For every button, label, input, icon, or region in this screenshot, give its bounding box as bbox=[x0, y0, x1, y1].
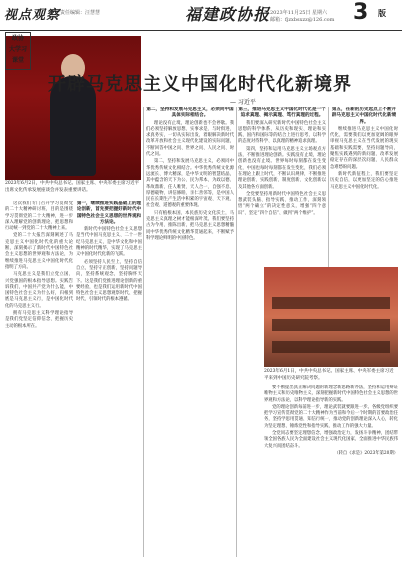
paragraph: 全党同志要坚定理想信念，增强政治定力，发扬斗争精神，团结带领全国各族人民为全面建设社会主义现代化国家、全面推进中华民族伟大复兴而团结奋斗。 bbox=[264, 431, 398, 449]
subheading: 第二，坚持和发展马克思主义，必须同中国具体实际相结合。 bbox=[146, 107, 234, 119]
issue-date: 2023年11月25日 星期六 bbox=[270, 10, 328, 16]
column-divider bbox=[143, 107, 144, 557]
editor-credit: 责任编辑：汪慧慧 bbox=[60, 10, 101, 16]
section-line-3: 课堂 bbox=[11, 57, 24, 64]
paragraph: 党的理论创新每前进一步，理论武装就要跟进一步。各级党组织要把学习宣传贯彻党的二十大精神作为当前和今后一个时期的首要政治任务，坚持学思用贯通、知信行统一，推动党的创新理论深入人心，转化为坚定理想、锤炼党性和指导实践、推动工作的强大力量。 bbox=[264, 404, 398, 429]
paragraph: 要不断提出真正解决问题的新理念新思路新办法，坚持和运用辩证唯物主义和历史唯物主义，深刻把握新时代中国特色社会主义思想的世界观和方法论，以科学理论指导新的实践。 bbox=[264, 385, 398, 403]
crowd-row bbox=[272, 319, 390, 331]
paragraph: 我们要深入研究新时代中国特色社会主义思想的科学体系，从历史和现实、理论和实践、国内和国际等的结合上进行思考，以科学的态度对待科学、以真理的精神追求真理。 bbox=[238, 120, 326, 145]
paragraph: 第二，坚持和发展马克思主义，必须同中华优秀传统文化相结合。中华优秀传统文化源远流长、博大精深，是中华文明的智慧结晶，其中蕴含的天下为公、民为邦本、为政以德、革故鼎新、任人唯贤、天人合一、自强不息、厚德载物、讲信修睦、亲仁善邻等，是中国人民在长期生产生活中积累的宇宙观、天下观、社会观、道德观的重要体现。 bbox=[146, 159, 234, 209]
column-divider bbox=[328, 107, 329, 267]
photo1-caption: 2023年6月2日，中共中央总书记、国家主席、中央军委主席习近平出席文化传承发展座谈会并发表重要讲话。 bbox=[5, 181, 140, 193]
article-column-1 bbox=[5, 201, 73, 556]
column-title: 视点观察 bbox=[4, 8, 61, 23]
paragraph: 这次我们专门召开学习贯彻党的二十大精神研讨班，目的是围绕学习贯彻党的二十大精神，进一步深入理解党的创新理论，把思想和行动统一到党的二十大精神上来。 bbox=[5, 201, 73, 232]
photo2-caption: 2023年6月1日，中共中央总书记、国家主席、中央军委主席习近平来到中国历史研究院考察。 bbox=[264, 369, 394, 381]
article-column-6 bbox=[264, 385, 398, 557]
paragraph: 党的二十大报告深刻阐述了马克思主义中国化时代化的重大论断，深刻揭示了新时代中国特色社会主义思想的世界观和方法论，为继续推进马克思主义中国化时代化指明了方向。 bbox=[5, 233, 73, 270]
paragraph: 第四，坚持和运用马克思主义立场观点方法，不断推进理论创新。实践没有止境，理论创新也没有止境。世界每时每刻都在发生变化，中国也每时每刻都在发生变化，我们必须在理论上跟上时代，不断认识规律，不断推进理论创新、实践创新、制度创新、文化创新以及其他各方面创新。 bbox=[238, 146, 326, 190]
contact-email: 邮箱：fjzxbsxzz@126.com bbox=[270, 17, 335, 23]
article-column-2 bbox=[76, 201, 142, 556]
history-institute-photo bbox=[264, 267, 398, 367]
paragraph: 理论没有止境，理论创新也不会停歇。我们必须坚持解放思想、实事求是、与时俱进、求真务实，一切从实际出发，着眼解决新时代改革开放和社会主义现代化建设的实际问题，不断回答中国之问、世界之问、人民之问、时代之问。 bbox=[146, 120, 234, 158]
paragraph: 继续推进马克思主义中国化时代化，需要我们以更加宽阔的眼界审视马克思主义在当代发展的现实基础和实践需要，坚持问题导向，聚焦实践遇到的新问题、改革发展稳定存在的深层次问题、人民群众急难愁盼问题。 bbox=[330, 126, 398, 170]
paragraph: 新时代新征程上，我们要坚定历史自信，以更加坚定的信心推进马克思主义中国化时代化。 bbox=[330, 171, 398, 190]
masthead: 福建政协报 bbox=[185, 5, 271, 24]
paragraph: 新时代中国特色社会主义思想是当代中国马克思主义、二十一世纪马克思主义，是中华文化和中国精神的时代精华，实现了马克思主义中国化时代化新的飞跃。 bbox=[76, 227, 142, 258]
section-line-2: 大学习 bbox=[8, 46, 27, 53]
page-header bbox=[0, 0, 402, 31]
author-byline: — 习近平 bbox=[230, 99, 256, 106]
author-name: 习近平 bbox=[237, 99, 256, 106]
paragraph: 必须坚持人民至上，坚持自信自立，坚持守正创新，坚持问题导向，坚持系统观念，坚持胸怀天下。这是我们党推进理论创新的重要经验，也是我们运用新时代中国特色社会主义思想观察时代、把握时代、引领时代的根本遵循。 bbox=[76, 259, 142, 303]
column-divider bbox=[236, 107, 237, 557]
section-line-1: 政协 bbox=[11, 35, 24, 42]
crowd-row bbox=[272, 341, 390, 353]
paragraph: 全党要坚持用新时代中国特色社会主义思想武装头脑、指导实践、推动工作，深刻领悟“两个确立”的决定性意义，增强“四个意识”、坚定“四个自信”、做到“两个维护”。 bbox=[238, 191, 326, 216]
page-number: 3 bbox=[353, 0, 369, 25]
paragraph: 只有植根本国、本民族历史文化沃土，马克思主义真理之树才能根深叶茂。我们要坚持古为今用、推陈出新，把马克思主义思想精髓同中华优秀传统文化精华贯通起来，不断赋予科学理论鲜明的中国特色。 bbox=[146, 210, 234, 241]
subheading: 第三，推进马克思主义中国化时代化是一个追求真理、揭示真理、笃行真理的过程。 bbox=[238, 107, 326, 119]
article-column-3 bbox=[146, 107, 234, 557]
paragraph: 拥有马克思主义科学理论指导是我们党坚定信仰信念、把握历史主动的根本所在。 bbox=[5, 311, 73, 329]
paragraph: 马克思主义是我们立党立国、兴党强国的根本指导思想。实践告诉我们，中国共产党为什么能，中国特色社会主义为什么好，归根到底是马克思主义行，是中国化时代化的马克思主义行。 bbox=[5, 272, 73, 309]
headline: 开辟马克思主义中国化时代化新境界 bbox=[48, 74, 352, 95]
subheading: 第五，在新的历史起点上不断开辟马克思主义中国化时代化新境界。 bbox=[331, 107, 397, 125]
subheading: 第一，继续推进实践基础上的理论创新，首先要把握好新时代中国特色社会主义思想的世界观和方法论。 bbox=[76, 201, 142, 225]
page-suffix: 版 bbox=[378, 8, 386, 18]
crowd-row bbox=[272, 297, 390, 309]
source-note: （转自《求是》2023年第20期） bbox=[334, 450, 398, 456]
section-badge bbox=[5, 32, 31, 70]
